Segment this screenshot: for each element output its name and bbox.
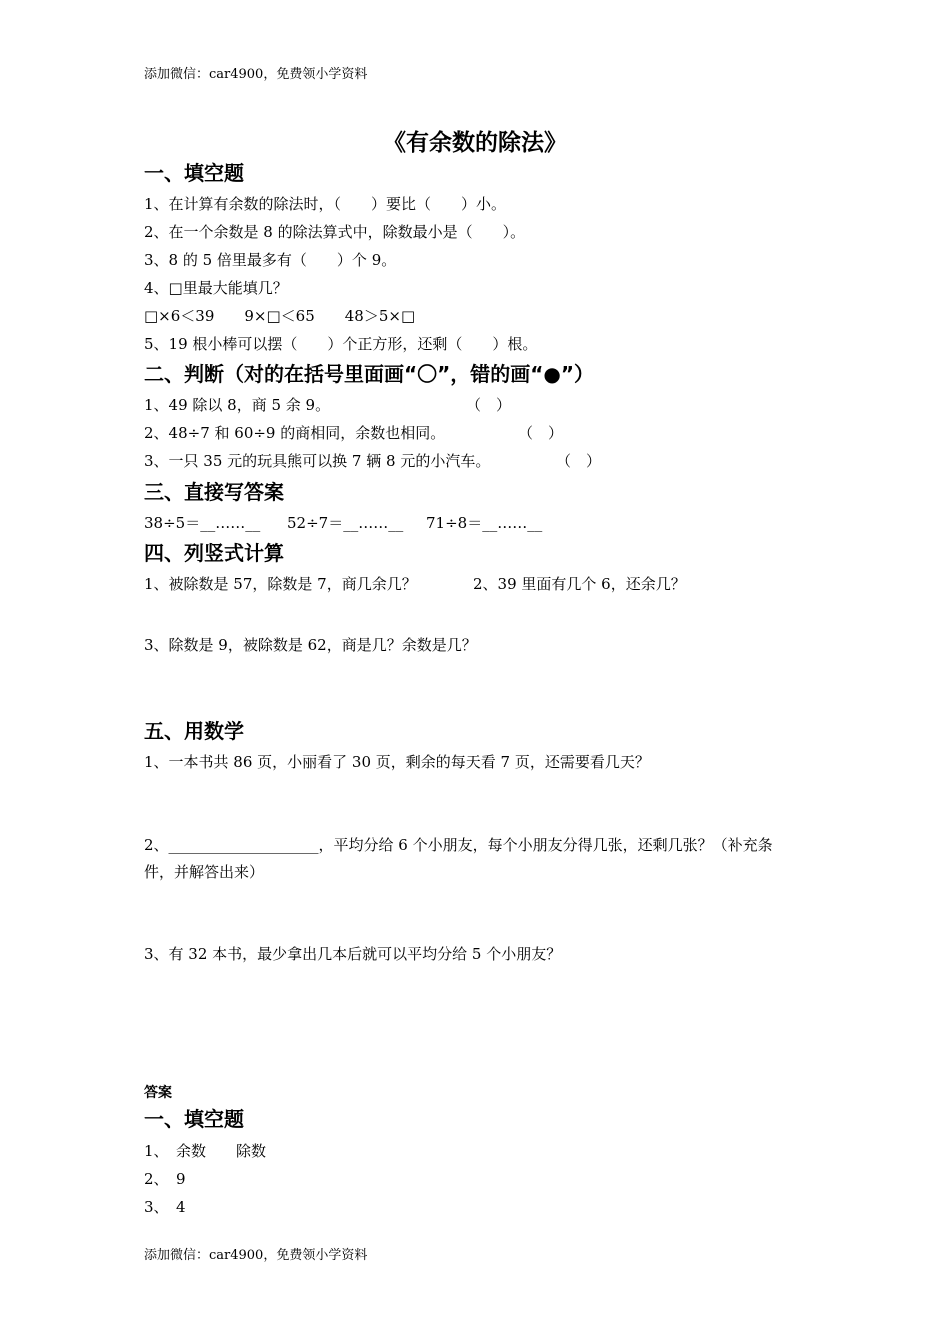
judge-bracket-1: （ ） bbox=[466, 396, 512, 414]
section-heading-apply: 五、用数学 bbox=[144, 719, 244, 743]
judge-question-2: 2、48÷7 和 60÷9 的商相同，余数也相同。 bbox=[144, 424, 446, 442]
judge-question-1: 1、49 除以 8，商 5 余 9。 bbox=[144, 396, 331, 414]
direct-answer-2: 52÷7＝__……__ bbox=[287, 514, 404, 532]
answers-label: 答案 bbox=[144, 1085, 172, 1101]
fill-question-2: 2、在一个余数是 8 的除法算式中，除数最小是（ ）。 bbox=[144, 223, 526, 241]
judge-bracket-2: （ ） bbox=[518, 424, 564, 442]
apply-question-3: 3、有 32 本书，最少拿出几本后就可以平均分给 5 个小朋友？ bbox=[144, 945, 562, 963]
fill-question-5: 5、19 根小棒可以摆（ ）个正方形，还剩（ ）根。 bbox=[144, 335, 538, 353]
page-footer: 添加微信：car4900，免费领小学资料 bbox=[144, 1248, 368, 1263]
section-heading-fill: 一、填空题 bbox=[144, 161, 244, 185]
fill-question-4-expressions: □×6＜39 9×□＜65 48＞5×□ bbox=[144, 307, 416, 325]
apply-question-1: 1、一本书共 86 页，小丽看了 30 页，剩余的每天看 7 页，还需要看几天？ bbox=[144, 753, 650, 771]
vertical-question-2: 2、39 里面有几个 6，还余几？ bbox=[473, 575, 686, 593]
vertical-question-3: 3、除数是 9，被除数是 62，商是几？余数是几？ bbox=[144, 636, 477, 654]
fill-question-3: 3、8 的 5 倍里最多有（ ）个 9。 bbox=[144, 251, 397, 269]
apply-question-2: 2、____________________，平均分给 6 个小朋友，每个小朋友分得几张，还剩几张？（补充条 bbox=[144, 836, 773, 854]
answers-section-heading: 一、填空题 bbox=[144, 1107, 244, 1131]
direct-answer-1: 38÷5＝__……__ bbox=[144, 514, 261, 532]
section-heading-judge: 二、判断（对的在括号里面画“〇”，错的画“●”） bbox=[144, 362, 595, 386]
answer-item-2: 2、 9 bbox=[144, 1170, 186, 1188]
page-header: 添加微信：car4900，免费领小学资料 bbox=[144, 67, 368, 82]
vertical-question-1: 1、被除数是 57，除数是 7，商几余几？ bbox=[144, 575, 417, 593]
fill-question-4: 4、□里最大能填几？ bbox=[144, 279, 288, 297]
section-heading-vertical: 四、列竖式计算 bbox=[144, 541, 284, 565]
answer-item-3: 3、 4 bbox=[144, 1198, 186, 1216]
page-title: 《有余数的除法》 bbox=[383, 130, 567, 156]
answer-item-1: 1、 余数 除数 bbox=[144, 1142, 267, 1160]
apply-question-2-continued: 件，并解答出来） bbox=[144, 863, 265, 881]
fill-question-1: 1、在计算有余数的除法时，（ ）要比（ ）小。 bbox=[144, 195, 507, 213]
direct-answer-3: 71÷8＝__……__ bbox=[426, 514, 543, 532]
judge-bracket-3: （ ） bbox=[556, 452, 602, 470]
section-heading-direct: 三、直接写答案 bbox=[144, 480, 284, 504]
judge-question-3: 3、一只 35 元的玩具熊可以换 7 辆 8 元的小汽车。 bbox=[144, 452, 491, 470]
